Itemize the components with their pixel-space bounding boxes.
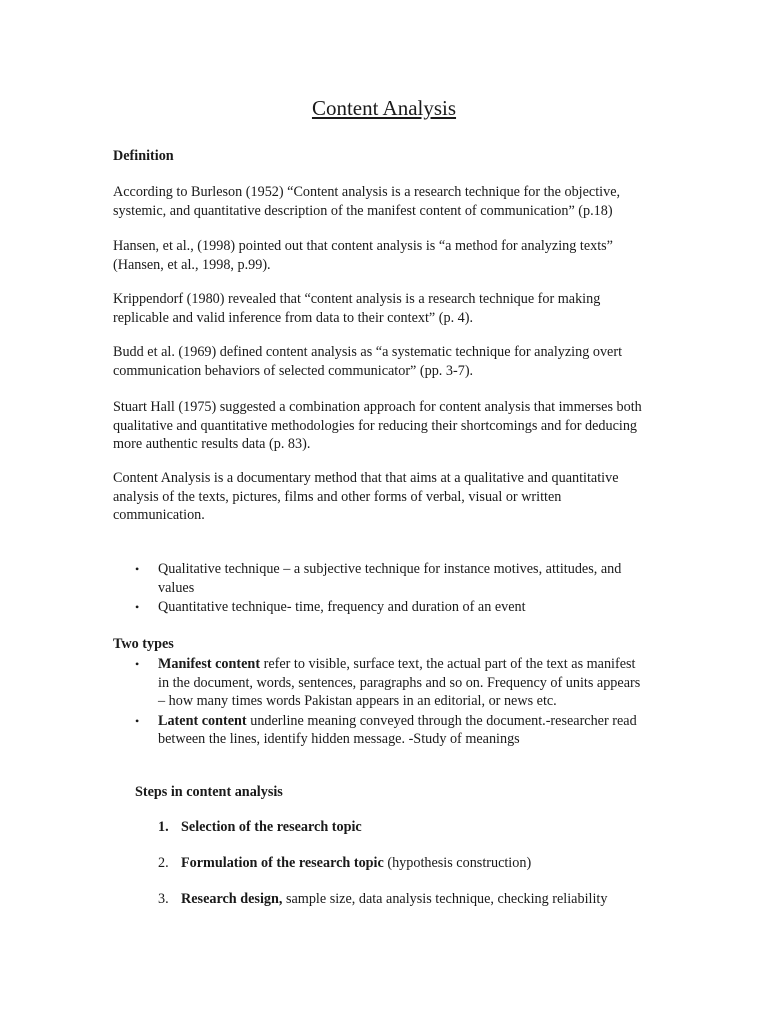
list-item [113,712,643,749]
steps-heading: Steps in content analysis [135,784,283,800]
types-list [113,655,643,749]
step-description: (hypothesis construction) [383,855,532,871]
paragraph-burleson: According to Burleson (1952) “Content analysis is a research technique for the objective, systemic, and quantitative description of the manifest content of communication” (p.18) [113,184,621,219]
bullet-icon: • [135,657,140,671]
two-types-heading: Two types [113,636,174,652]
step-term: Formulation of the research topic [181,855,384,871]
step-number: 3. [158,891,169,907]
paragraph-hansen: Hansen, et al., (1998) pointed out that content analysis is “a method for analyzing texts” (Hansen, et al., 1998, p.99). [113,238,613,273]
definition-heading: Definition [113,148,174,164]
bullet-icon: • [135,600,140,614]
paragraph-krippendorf: Krippendorf (1980) revealed that “content analysis is a research technique for making replicable and valid inference from data to their context” (p. 4). [113,291,601,326]
step-number: 2. [158,855,169,871]
list-item-text: Qualitative technique – a subjective technique for instance motives, attitudes, and values [158,561,622,596]
bullet-icon: • [135,713,140,728]
bullet-icon: • [135,562,140,576]
step-number: 1. [158,819,169,835]
type-term-latent: Latent content [158,712,247,729]
list-item [113,598,643,617]
type-description: underline meaning conveyed through the document.-researcher read between the lines, identify hidden message. -Study of meanings [158,712,637,747]
step-description: sample size, data analysis technique, checking reliability [282,891,608,907]
list-item [113,560,643,597]
step-term: Research design, [181,891,283,907]
page-title: Content Analysis [311,96,457,120]
list-item-text: Quantitative technique- time, frequency and duration of an event [158,599,526,615]
step-term: Selection of the research topic [181,819,362,835]
list-item [113,655,643,711]
technique-list [113,560,643,617]
type-description: refer to visible, surface text, the actual part of the text as manifest in the document, words, sentences, paragraphs and so on. Frequency of units appears – how many times words Pakistan appears in an editorial, or news etc. [158,656,641,709]
paragraph-budd: Budd et al. (1969) defined content analysis as “a systematic technique for analyzing overt communication behaviors of selected communicator” (pp. 3-7). [113,344,623,379]
paragraph-stuart-hall: Stuart Hall (1975) suggested a combination approach for content analysis that immerses both qualitative and quantitative methodologies for reducing their shortcomings and for deducing more authentic results data (p. 83). [113,399,642,452]
paragraph-content-analysis: Content Analysis is a documentary method that that aims at a qualitative and quantitative analysis of the texts, pictures, films and other forms of verbal, visual or written communication. [113,470,619,523]
type-term-manifest: Manifest content [158,656,261,672]
